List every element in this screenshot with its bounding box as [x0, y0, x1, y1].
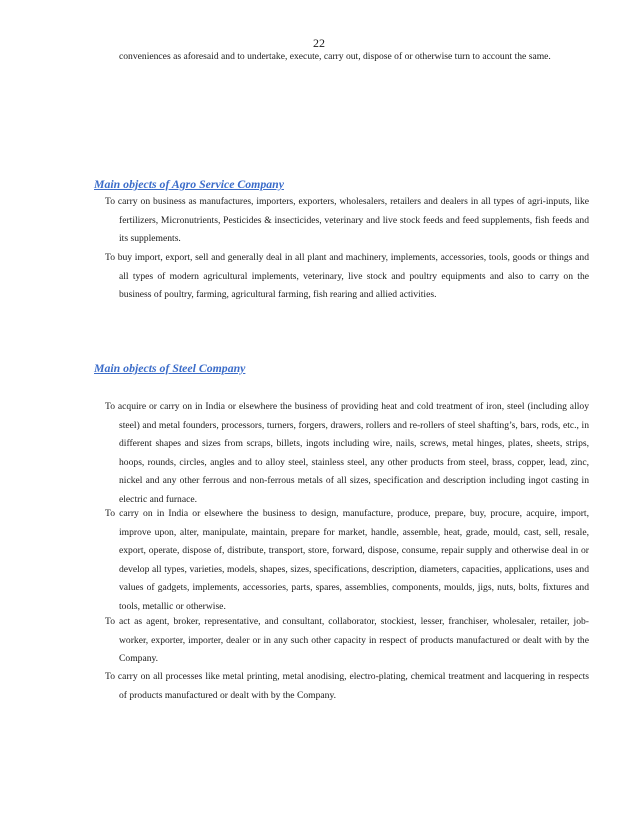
steel-object-3: To act as agent, broker, representative, and consultant, collaborator, stockiest, lesser, franchiser, wholesaler, retailer, job-worker, exporter, importer, dealer or in any such other capacity in respect of products manufactured or dealt with by the Company.	[105, 616, 589, 665]
intro-paragraph: conveniences as aforesaid and to undertake, execute, carry out, dispose of or otherwise turn to account the same.	[119, 51, 551, 62]
steel-heading: Main objects of Steel Company	[94, 361, 246, 375]
agro-heading: Main objects of Agro Service Company	[94, 177, 284, 191]
steel-object-1: To acquire or carry on in India or elsewhere the business of providing heat and cold treatment of iron, steel (including alloy steel) and metal founders, processors, turners, forgers, drawers, rollers and re-rollers of steel shafting’s, bars, rods, etc., in different shapes and sizes from scraps, billets, ingots including wire, nails, screws, metal hinges, plates, sheets, strips, hoops, rounds, circles, angles and to alloy steel, stainless steel, any other products from steel, brass, copper, lead, zinc, nickel and any other ferrous and non-ferrous metals of all sizes, specification and description including ingot casting in electric and furnace.	[105, 401, 589, 505]
steel-object-2: To carry on in India or elsewhere the business to design, manufacture, produce, prepare, buy, procure, acquire, import, improve upon, alter, manipulate, maintain, prepare for market, handle, assemble, heat, grade, mould, cast, sell, resale, export, operate, dispose of, distribute, transport, store, forward, dispose, consume, repair supply and otherwise deal in or develop all types, varieties, models, shapes, sizes, specifications, description, diameters, capacities, applications, uses and values of gadgets, implements, accessories, parts, spares, assemblies, components, moulds, jigs, nuts, bolts, fixtures and tools, metallic or otherwise.	[105, 508, 589, 612]
page-number: 22	[313, 36, 325, 50]
agro-object-2: To buy import, export, sell and generally deal in all plant and machinery, implements, accessories, tools, goods or things and all types of modern agricultural implements, veterinary, live stock and poultry equipments and also to carry on the business of poultry, farming, agricultural farming, fish rearing and allied activities.	[105, 252, 589, 301]
steel-object-4: To carry on all processes like metal printing, metal anodising, electro-plating, chemical treatment and lacquering in respects of products manufactured or dealt with by the Company.	[105, 671, 589, 701]
agro-object-1: To carry on business as manufactures, importers, exporters, wholesalers, retailers and dealers in all types of agri-inputs, like fertilizers, Micronutrients, Pesticides & insecticides, veterinary and live stock feeds and feed supplements, fish feeds and its supplements.	[105, 196, 589, 245]
